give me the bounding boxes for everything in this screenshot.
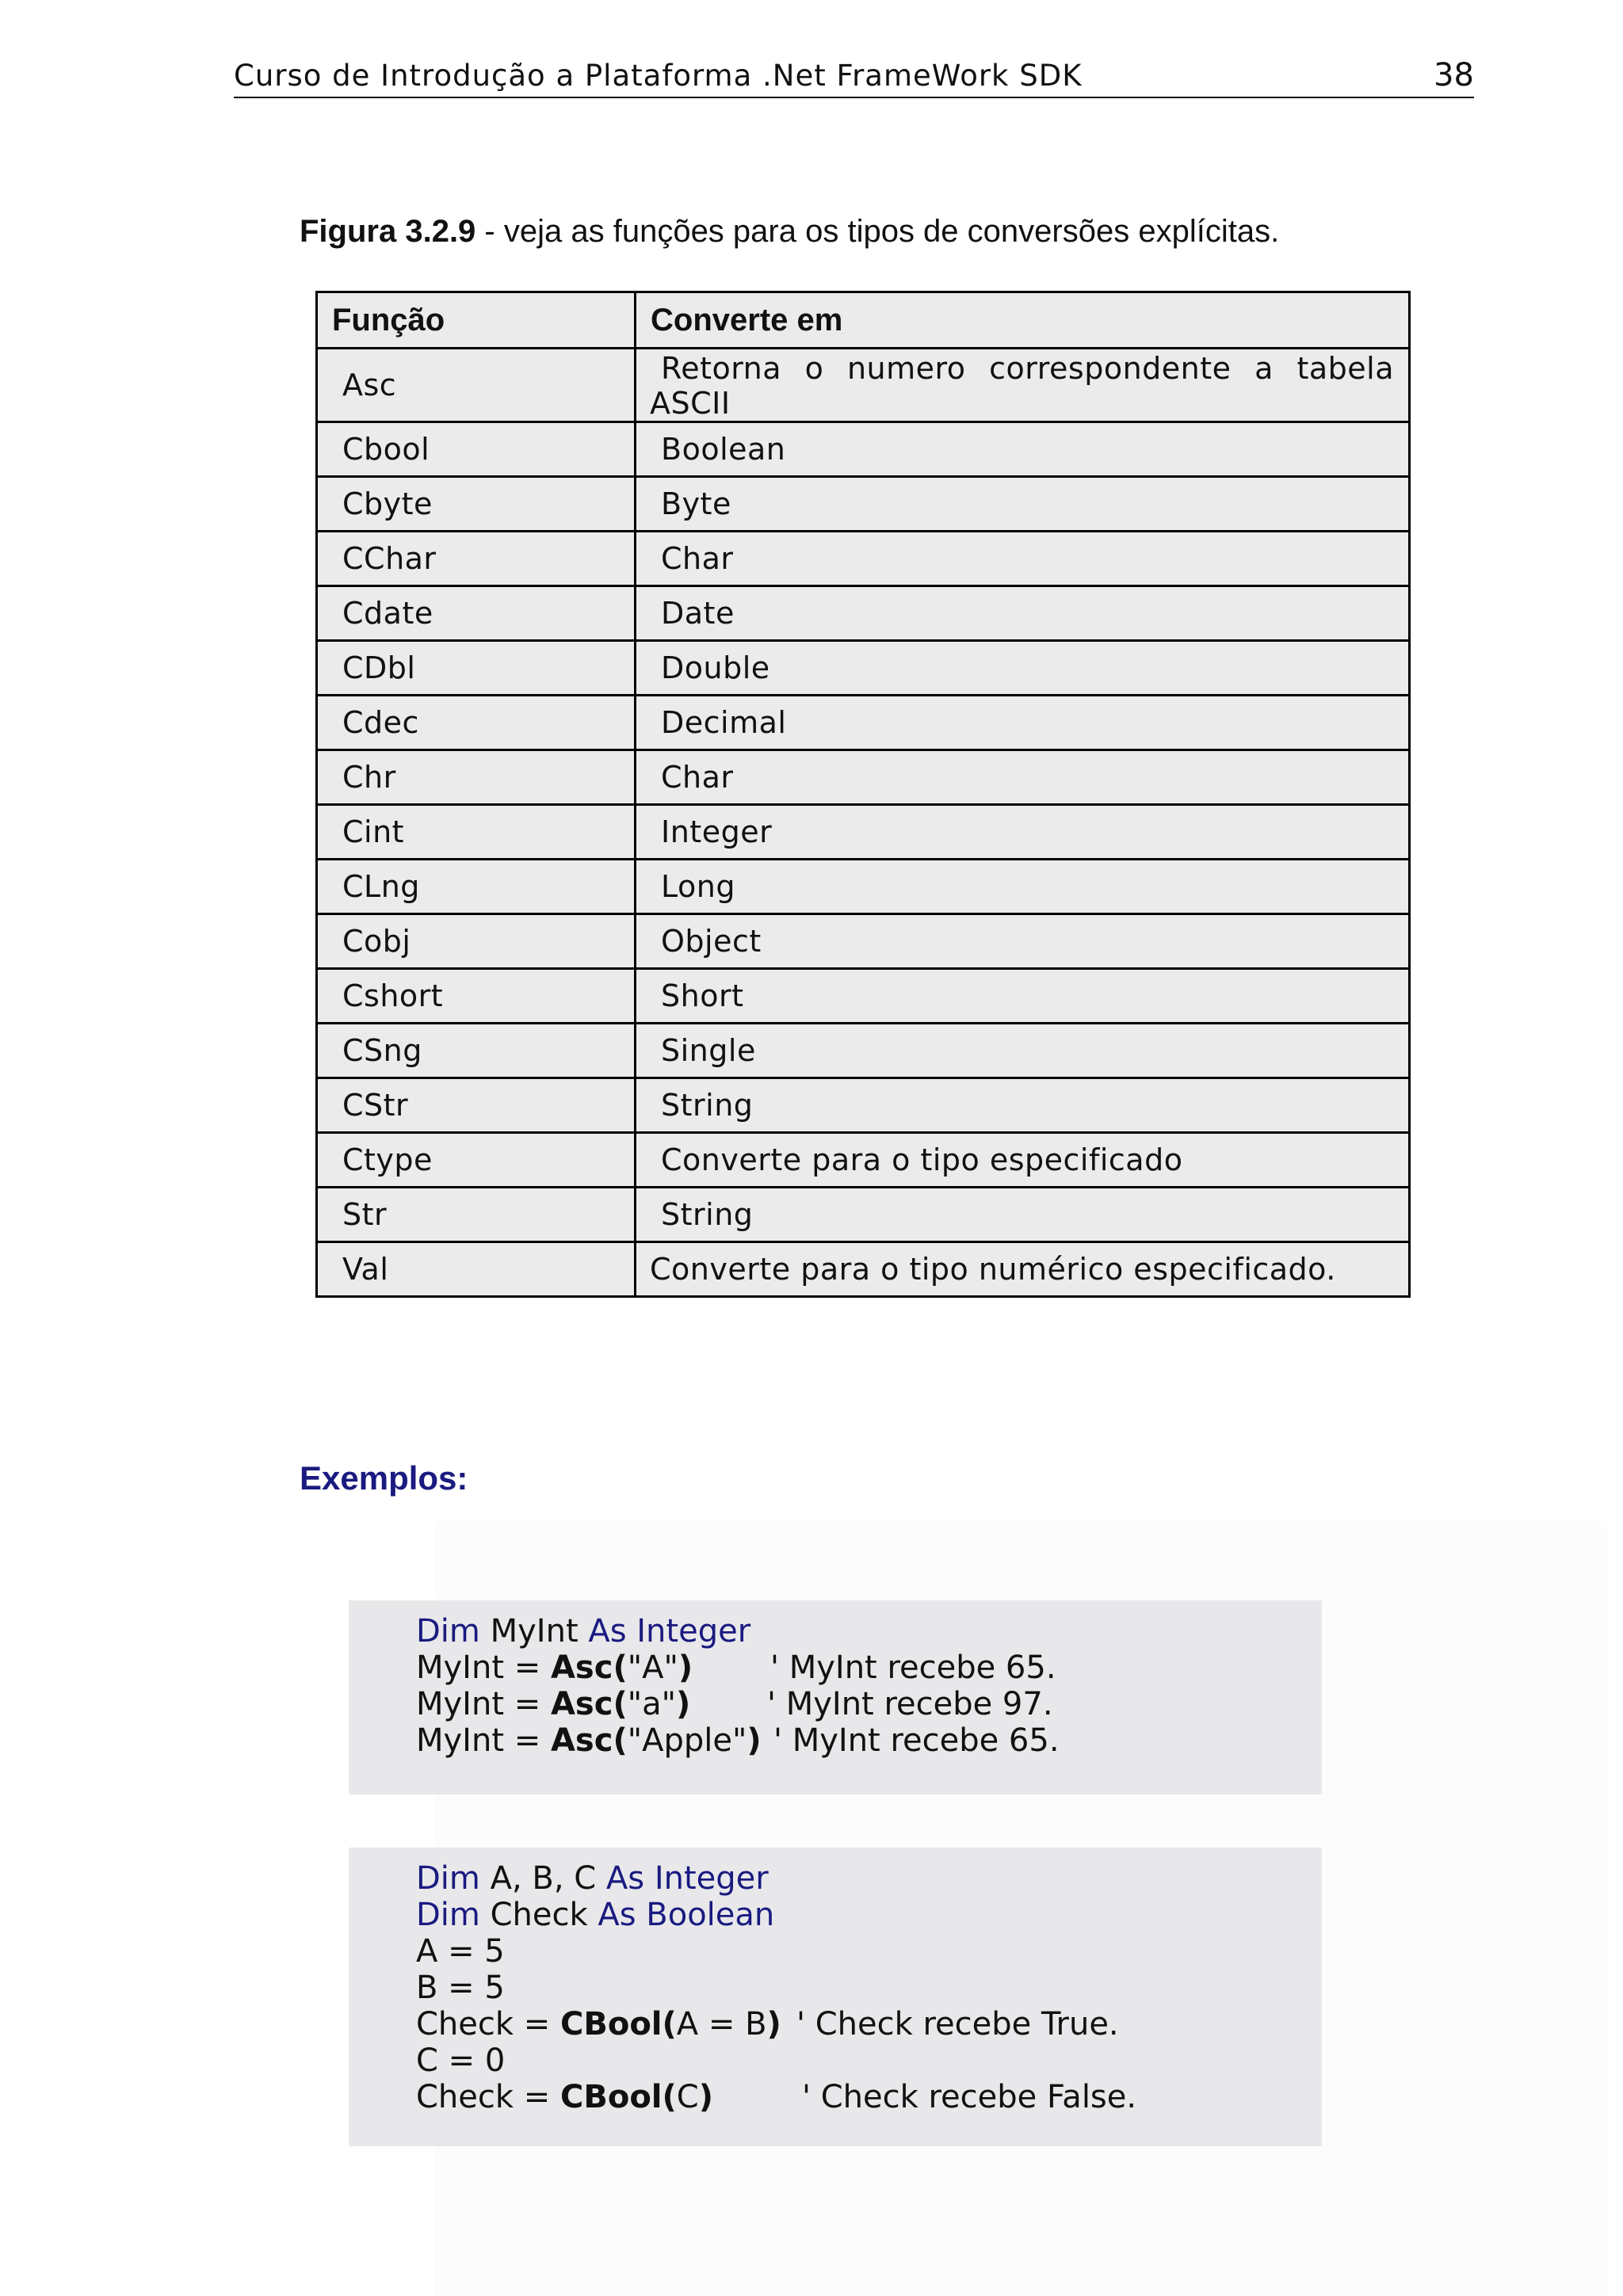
table-row [317, 477, 1410, 532]
description-cell: Integer [636, 805, 1410, 860]
table-row [317, 860, 1410, 914]
table-row [317, 1242, 1410, 1297]
code-text: ) [676, 1686, 691, 1722]
code-text: Check = [416, 2006, 560, 2042]
function-cell: Cdate [317, 586, 636, 641]
function-cell: Cint [317, 805, 636, 860]
table-row [317, 349, 1410, 422]
function-cell: CDbl [317, 641, 636, 696]
function-cell: Cshort [317, 969, 636, 1024]
figure-text: - veja as funções para os tipos de conversões explícitas. [475, 214, 1280, 249]
code-text: "A" [627, 1650, 678, 1686]
description-cell: String [636, 1188, 1410, 1242]
table-row [317, 586, 1410, 641]
code-text: "Apple" [627, 1722, 747, 1759]
figure-label: Figura 3.2.9 [300, 214, 476, 249]
function-cell: CSng [317, 1024, 636, 1078]
code-line: C = 0 [416, 2042, 506, 2079]
code-comment: ' MyInt recebe 65. [773, 1722, 1060, 1759]
description-cell: String [636, 1078, 1410, 1133]
table-row [317, 1078, 1410, 1133]
code-line [416, 1686, 690, 1722]
table-row [317, 532, 1410, 586]
keyword: As Integer [605, 1860, 769, 1897]
code-text: MyInt = [416, 1686, 551, 1722]
table-row [317, 696, 1410, 750]
code-text: ) [678, 1650, 693, 1686]
description-cell: Char [636, 750, 1410, 805]
table-row [317, 914, 1410, 969]
column-header-converts: Converte em [636, 292, 1410, 349]
description-cell: Char [636, 532, 1410, 586]
code-line: B = 5 [416, 1970, 505, 2006]
function-name: Asc( [550, 1722, 628, 1759]
description-cell: Byte [636, 477, 1410, 532]
keyword: As Boolean [598, 1897, 775, 1933]
description-line: ASCII [650, 386, 731, 421]
code-text: MyInt [479, 1613, 589, 1650]
code-line [416, 1613, 750, 1650]
keyword: As Integer [588, 1613, 751, 1650]
keyword: Dim [416, 1613, 480, 1650]
code-text: A = B [676, 2006, 767, 2042]
description-cell: Double [636, 641, 1410, 696]
header-title: Curso de Introdução a Plataforma .Net FrameWork SDK [234, 59, 1083, 93]
code-text: "a" [627, 1686, 677, 1722]
code-line [416, 1650, 693, 1686]
function-cell: Chr [317, 750, 636, 805]
code-block-cbool [349, 1848, 1322, 2146]
function-cell: Asc [317, 349, 636, 422]
table-row [317, 641, 1410, 696]
description-text: Converte para o tipo numérico especificado. [650, 1252, 1336, 1287]
code-text: A, B, C [479, 1860, 606, 1897]
function-cell: Ctype [317, 1133, 636, 1188]
function-cell: Cbool [317, 422, 636, 477]
description-cell [636, 349, 1410, 422]
table-header-row [317, 292, 1410, 349]
code-line: A = 5 [416, 1933, 505, 1970]
code-text: MyInt = [416, 1722, 551, 1759]
keyword: Dim [416, 1897, 480, 1933]
code-comment: ' Check recebe True. [796, 2006, 1119, 2042]
description-cell: Converte para o tipo especificado [636, 1133, 1410, 1188]
code-line [416, 1860, 769, 1897]
table-row [317, 750, 1410, 805]
page-header [234, 55, 1474, 98]
keyword: Dim [416, 1860, 480, 1897]
code-comment: ' Check recebe False. [802, 2079, 1137, 2115]
code-line [416, 1722, 762, 1759]
table-row [317, 805, 1410, 860]
column-header-function: Função [317, 292, 636, 349]
function-name: Asc( [550, 1650, 628, 1686]
table-row [317, 422, 1410, 477]
code-line [416, 2079, 713, 2115]
code-comment: ' MyInt recebe 97. [767, 1686, 1053, 1722]
function-name: CBool( [560, 2079, 677, 2115]
function-name: Asc( [550, 1686, 628, 1722]
page-number: 38 [1434, 57, 1474, 93]
figure-caption [300, 214, 1279, 250]
function-cell: CStr [317, 1078, 636, 1133]
examples-heading: Exemplos: [300, 1459, 468, 1497]
description-cell [636, 1242, 1410, 1297]
function-name: CBool( [560, 2006, 677, 2042]
code-text: ) [747, 1722, 762, 1759]
function-cell: Str [317, 1188, 636, 1242]
function-cell: CChar [317, 532, 636, 586]
function-cell: Cbyte [317, 477, 636, 532]
function-cell: Val [317, 1242, 636, 1297]
description-cell: Long [636, 860, 1410, 914]
table-row [317, 1133, 1410, 1188]
description-line: Retorna o numero correspondente a tabela [661, 351, 1394, 386]
description-cell: Decimal [636, 696, 1410, 750]
code-text: Check = [416, 2079, 560, 2115]
code-text: ) [766, 2006, 781, 2042]
function-cell: Cobj [317, 914, 636, 969]
code-line [416, 2006, 781, 2042]
description-cell: Short [636, 969, 1410, 1024]
table-row [317, 969, 1410, 1024]
table-row [317, 1024, 1410, 1078]
code-text: ) [698, 2079, 714, 2115]
description-cell: Date [636, 586, 1410, 641]
code-comment: ' MyInt recebe 65. [770, 1650, 1056, 1686]
code-line [416, 1897, 774, 1933]
conversion-table [315, 291, 1411, 1298]
description-cell: Object [636, 914, 1410, 969]
function-cell: CLng [317, 860, 636, 914]
description-cell: Single [636, 1024, 1410, 1078]
code-text: Check [479, 1897, 598, 1933]
code-text: C [676, 2079, 699, 2115]
description-cell: Boolean [636, 422, 1410, 477]
code-text: MyInt = [416, 1650, 551, 1686]
function-cell: Cdec [317, 696, 636, 750]
table-row [317, 1188, 1410, 1242]
code-block-asc [349, 1600, 1322, 1794]
